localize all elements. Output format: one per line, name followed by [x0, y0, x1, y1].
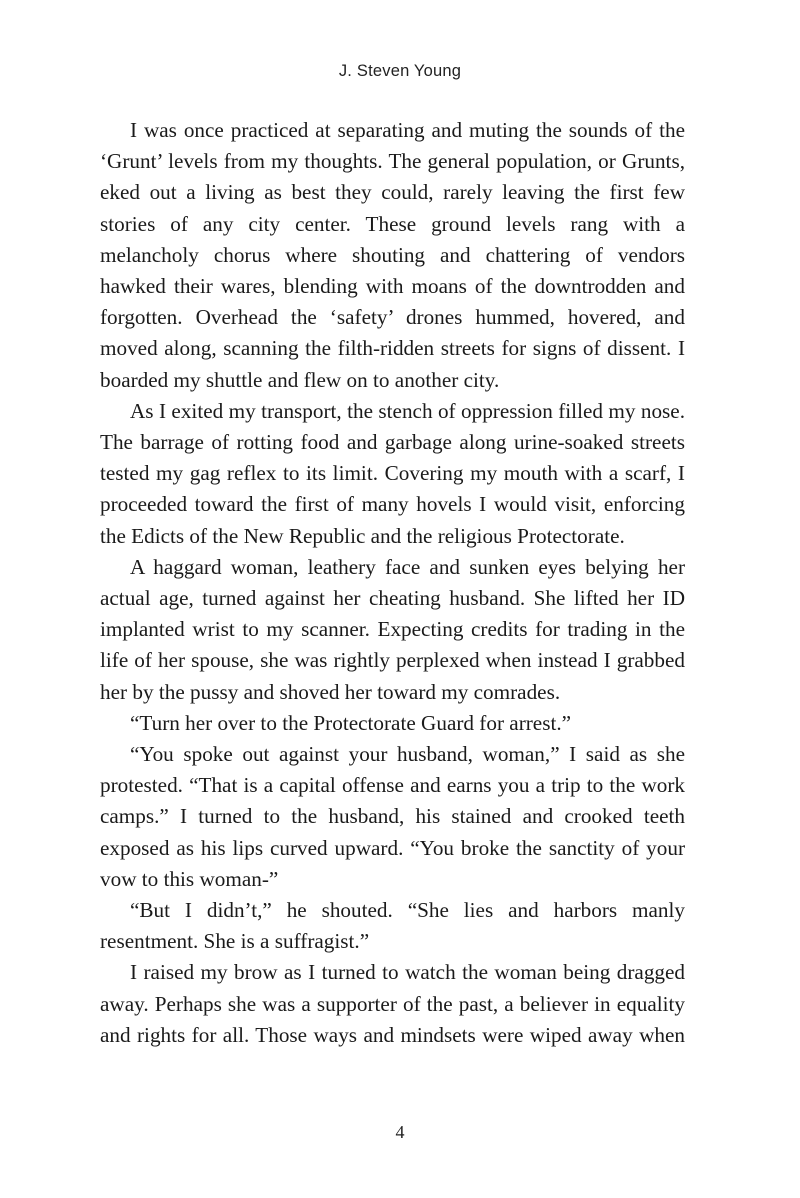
running-header-author: J. Steven Young	[338, 62, 462, 80]
paragraph: I was once practiced at separating and muting the sounds of the ‘Grunt’ levels from my thoughts. The general population, or Grunts, eked out a living as best they could, rarely leaving the first few stories of any city center. These ground levels rang with a melancholy chorus where shouting and chattering of vendors hawked their wares, blending with moans of the downtrodden and forgotten. Overhead the ‘safety’ drones hummed, hovered, and moved along, scanning the filth-ridden streets for signs of dissent. I boarded my shuttle and flew on to another city.	[100, 118, 685, 392]
paragraph-last: I raised my brow as I turned to watch the woman being dragged away. Perhaps she was a supporter of the past, a believer in equality and rights for all. Those ways and mindsets were wiped away when	[100, 960, 685, 1047]
body-text	[100, 115, 685, 1051]
paragraph: “But I didn’t,” he shouted. “She lies and harbors manly resentment. She is a suffragist.”	[100, 898, 685, 954]
page-number: 4	[395, 1122, 405, 1142]
paragraph: “You spoke out against your husband, woman,” I said as she protested. “That is a capital offense and earns you a trip to the work camps.” I turned to the husband, his stained and crooked teeth exposed as his lips curved upward. “You broke the sanctity of your vow to this woman-”	[100, 742, 685, 891]
paragraph: “Turn her over to the Protectorate Guard for arrest.”	[130, 710, 572, 735]
paragraph: A haggard woman, leathery face and sunken eyes belying her actual age, turned against her cheating husband. She lifted her ID implanted wrist to my scanner. Expecting credits for trading in the life of her spouse, she was rightly perplexed when instead I grabbed her by the pussy and shoved her toward my comrades.	[100, 554, 685, 704]
paragraph: As I exited my transport, the stench of oppression filled my nose. The barrage of rotting food and garbage along urine-soaked streets tested my gag reflex to its limit. Covering my mouth with a scarf, I proceeded toward the first of many hovels I would visit, enforcing the Edicts of the New Republic and the religious Protectorate.	[100, 398, 685, 548]
